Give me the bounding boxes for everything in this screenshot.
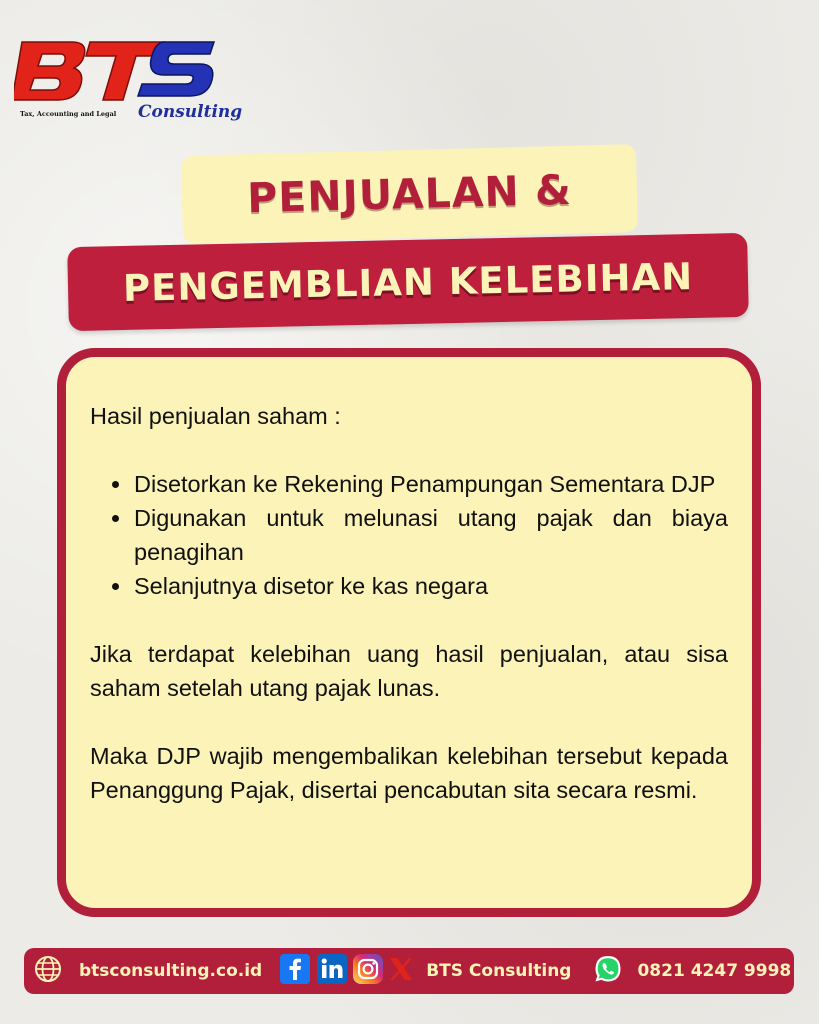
title-banner-bottom — [67, 233, 749, 331]
whatsapp-icon[interactable] — [593, 954, 623, 988]
content-card — [57, 348, 761, 917]
bullet-item: Digunakan untuk melunasi utang pajak dan biaya penagihan — [90, 501, 728, 569]
phone-number[interactable]: 0821 4247 9998 — [637, 961, 792, 981]
bullet-item: Disetorkan ke Rekening Penampungan Sementara DJP — [90, 467, 728, 501]
globe-icon — [33, 954, 63, 988]
intro-text: Hasil penjualan saham : — [90, 403, 341, 429]
social-name: BTS Consulting — [426, 961, 572, 981]
paragraph-excess: Jika terdapat kelebihan uang hasil penjualan, atau sisa saham setelah utang pajak lunas. — [90, 641, 728, 701]
bullet-list — [90, 467, 728, 603]
bullet-item: Selanjutnya disetor ke kas negara — [90, 569, 728, 603]
logo-consulting-text: Consulting — [138, 102, 243, 122]
x-icon[interactable] — [388, 954, 414, 988]
facebook-icon[interactable] — [280, 954, 310, 988]
website-link[interactable]: btsconsulting.co.id — [79, 961, 263, 981]
title-line-2: PENGEMBLIAN KELEBIHAN — [122, 254, 694, 310]
linkedin-icon[interactable] — [317, 954, 347, 988]
footer-bar — [24, 948, 794, 994]
title-banner-top — [181, 144, 638, 244]
bts-logo — [14, 34, 243, 130]
logo-tagline: Tax, Accounting and Legal — [20, 110, 117, 118]
instagram-icon[interactable] — [353, 954, 383, 988]
paragraph-refund: Maka DJP wajib mengembalikan kelebihan tersebut kepada Penanggung Pajak, disertai pencabutan sita secara resmi. — [90, 743, 728, 803]
title-line-1: PENJUALAN & — [246, 165, 573, 223]
